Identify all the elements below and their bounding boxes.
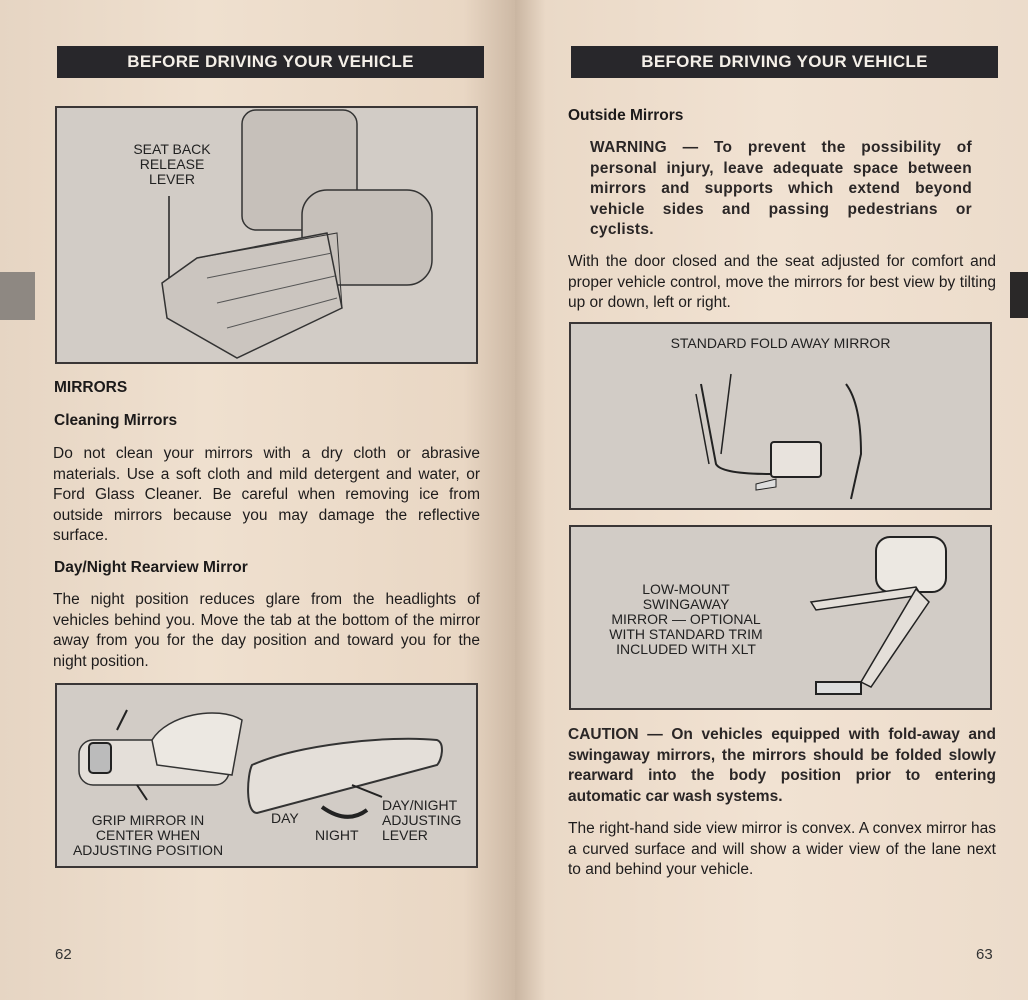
fold-away-label: STANDARD FOLD AWAY MIRROR xyxy=(670,335,891,351)
subsection-title: Cleaning Mirrors xyxy=(54,412,178,429)
swingaway-drawing xyxy=(571,527,994,712)
subsection-title: Day/Night Rearview Mirror xyxy=(54,559,248,576)
warning-text: WARNING — To prevent the possibility of personal injury, leave adequate space between mirrors and supports which extend beyond vehicle sides and passing pedestrians or cyclists. xyxy=(590,139,972,239)
grip-label: GRIP MIRROR IN CENTER WHEN ADJUSTING POSITION xyxy=(72,812,224,858)
page-number: 63 xyxy=(976,946,993,963)
cleaning-paragraph: Do not clean your mirrors with a dry cloth or abrasive materials. Use a soft cloth and mild detergent and water, or Ford Glass Cleaner. Be careful when removing ice from outside mirrors because you may damage the reflective surface. xyxy=(53,445,480,545)
swingaway-mirror-illustration xyxy=(569,525,992,710)
rearview-mirror-illustration xyxy=(55,683,478,868)
page-header: BEFORE DRIVING YOUR VEHICLE xyxy=(57,46,484,78)
lever-label: DAY/NIGHT ADJUSTING LEVER xyxy=(382,797,462,843)
subsection-title: Outside Mirrors xyxy=(568,107,684,124)
section-tab xyxy=(0,272,35,320)
seat-lever-label: SEAT BACK RELEASE LEVER xyxy=(133,141,211,187)
seat-drawing xyxy=(57,108,480,366)
adjust-paragraph: With the door closed and the seat adjusted for comfort and proper vehicle control, move the mirrors for best view by tilting up or down, left or right. xyxy=(568,253,996,312)
seat-illustration xyxy=(55,106,478,364)
night-label: NIGHT xyxy=(315,827,359,843)
day-label: DAY xyxy=(271,810,299,826)
section-tab xyxy=(1010,272,1028,318)
convex-paragraph: The right-hand side view mirror is convex. A convex mirror has a curved surface and will show a wider view of the lane next to and behind your vehicle. xyxy=(568,820,996,879)
page-number: 62 xyxy=(55,946,72,963)
page-header: BEFORE DRIVING YOUR VEHICLE xyxy=(571,46,998,78)
right-page xyxy=(515,0,1028,1000)
fold-away-drawing xyxy=(571,324,994,512)
section-title: MIRRORS xyxy=(54,379,128,396)
fold-away-mirror-illustration xyxy=(569,322,992,510)
day-night-paragraph: The night position reduces glare from the headlights of vehicles behind you. Move the tab at the bottom of the mirror away from you for the day position and toward you for the night position. xyxy=(53,591,480,670)
caution-text: CAUTION — On vehicles equipped with fold-away and swingaway mirrors, the mirrors should be folded slowly rearward into the body position prior to entering automatic car wash systems. xyxy=(568,726,996,805)
swingaway-label: LOW-MOUNT SWINGAWAY MIRROR — OPTIONAL WITH STANDARD TRIM INCLUDED WITH XLT xyxy=(609,581,763,657)
